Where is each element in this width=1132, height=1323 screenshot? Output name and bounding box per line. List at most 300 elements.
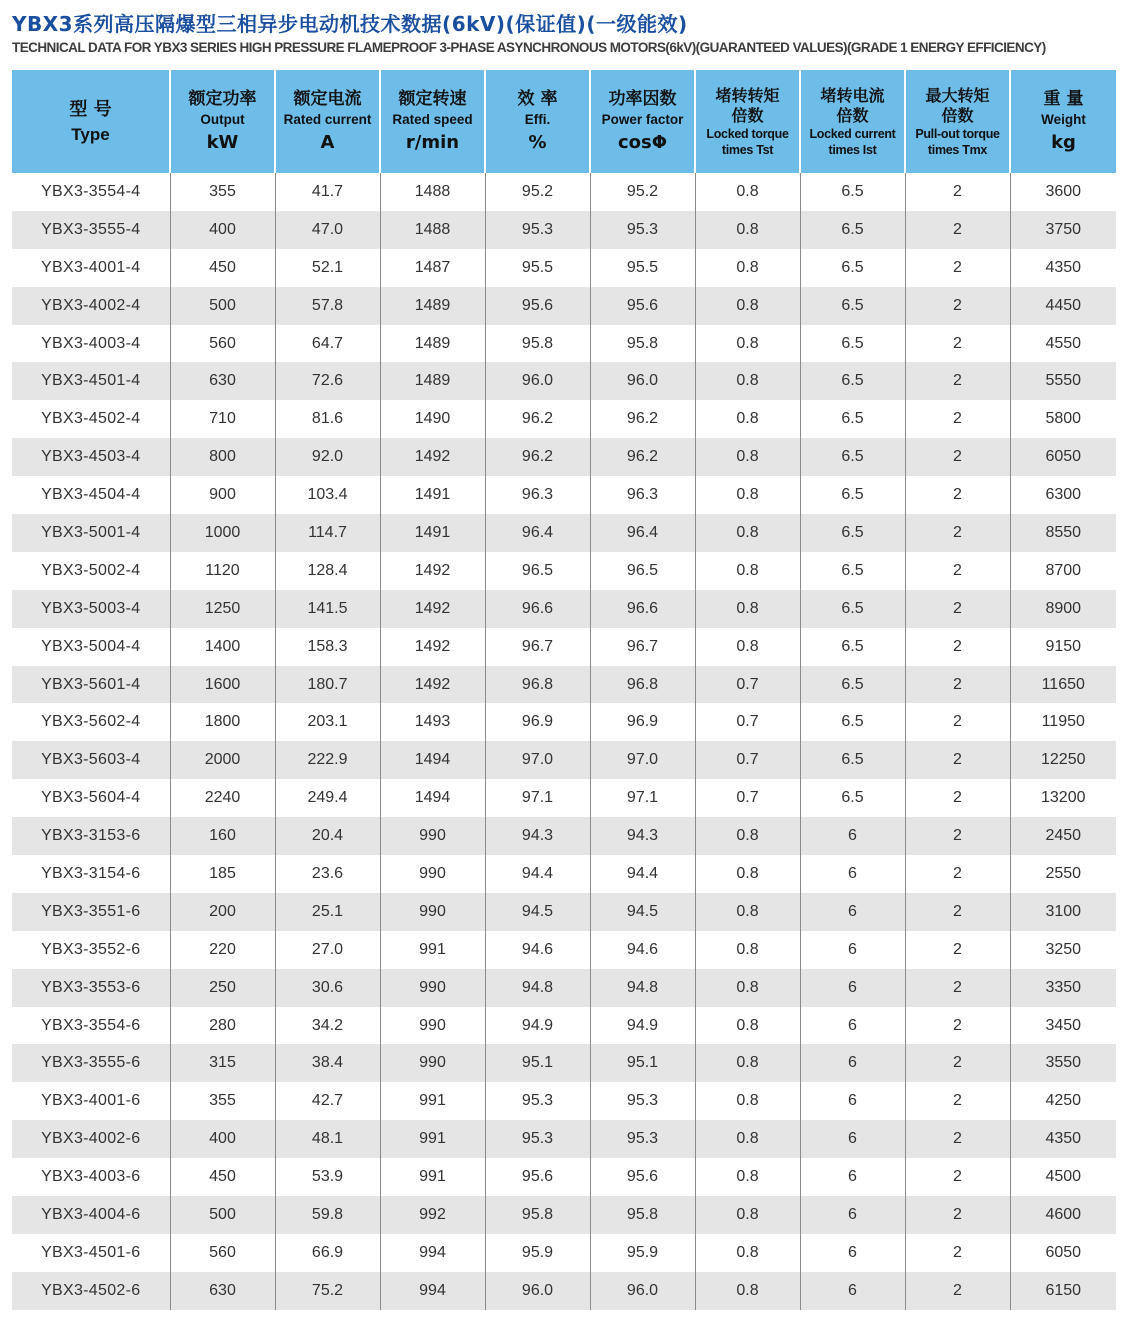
header-ist-cn1: 堵转电流 (820, 85, 885, 105)
column-header-locked-current (800, 70, 905, 173)
cell-model: YBX3-4502-6 (12, 1272, 170, 1310)
header-weight-unit: kg (1051, 131, 1076, 153)
cell-power-factor: 94.9 (590, 1007, 695, 1045)
cell-speed-rpm: 990 (380, 893, 485, 931)
cell-weight-kg: 4350 (1010, 1120, 1116, 1158)
cell-output-kw: 710 (170, 400, 275, 438)
page-subtitle: TECHNICAL DATA FOR YBX3 SERIES HIGH PRESSURE FLAMEPROOF 3-PHASE ASYNCHRONOUS MOTORS(6kV)(GUARANTEED VALUES)(GRADE 1 ENERGY EFFICIENCY) (12, 40, 1046, 55)
header-ist-cn2: 倍数 (836, 105, 869, 125)
header-weight-en: Weight (1041, 111, 1086, 127)
cell-output-kw: 500 (170, 287, 275, 325)
cell-output-kw: 900 (170, 476, 275, 514)
page-title: YBX3系列高压隔爆型三相异步电动机技术数据(6kV)(保证值)(一级能效) (12, 12, 688, 36)
cell-locked-torque: 0.8 (695, 628, 800, 666)
cell-efficiency: 95.3 (485, 1082, 590, 1120)
column-header-output (170, 70, 275, 173)
table-row (12, 855, 1116, 893)
header-ist-en1: Locked current (809, 126, 896, 141)
cell-locked-torque: 0.8 (695, 1044, 800, 1082)
cell-power-factor: 95.6 (590, 1158, 695, 1196)
column-header-efficiency (485, 70, 590, 173)
cell-model: YBX3-4002-4 (12, 287, 170, 325)
table-row (12, 817, 1116, 855)
table-row (12, 287, 1116, 325)
cell-weight-kg: 3750 (1010, 211, 1116, 249)
cell-speed-rpm: 994 (380, 1234, 485, 1272)
cell-pullout-torque: 2 (905, 400, 1010, 438)
cell-power-factor: 96.5 (590, 552, 695, 590)
cell-power-factor: 95.9 (590, 1234, 695, 1272)
cell-power-factor: 95.5 (590, 249, 695, 287)
cell-weight-kg: 2450 (1010, 817, 1116, 855)
cell-speed-rpm: 992 (380, 1196, 485, 1234)
cell-current-a: 30.6 (275, 969, 380, 1007)
cell-pullout-torque: 2 (905, 325, 1010, 363)
header-tst-en1: Locked torque (706, 126, 789, 141)
cell-weight-kg: 3250 (1045, 940, 1082, 958)
cell-pullout-torque: 2 (905, 1158, 1010, 1196)
cell-locked-current: 6.5 (800, 590, 905, 628)
cell-weight-kg: 8700 (1045, 561, 1082, 579)
cell-locked-current: 6.5 (800, 628, 905, 666)
cell-speed-rpm: 991 (380, 1082, 485, 1120)
table-row (12, 400, 1116, 438)
cell-locked-torque: 0.8 (695, 590, 800, 628)
header-tmx-en1: Pull-out torque (915, 126, 1000, 141)
cell-speed-rpm: 990 (380, 969, 485, 1007)
cell-output-kw: 2240 (170, 779, 275, 817)
cell-efficiency: 95.5 (485, 249, 590, 287)
cell-pullout-torque: 2 (905, 514, 1010, 552)
cell-weight-kg: 6150 (1010, 1272, 1116, 1310)
cell-speed-rpm: 1488 (380, 211, 485, 249)
table-body (12, 173, 1116, 1310)
cell-output-kw: 560 (170, 1234, 275, 1272)
column-header-weight (1010, 70, 1116, 173)
cell-efficiency: 95.6 (485, 287, 590, 325)
cell-model: YBX3-4502-4 (12, 400, 170, 438)
cell-speed-rpm: 1487 (380, 249, 485, 287)
cell-weight-kg: 4600 (1010, 1196, 1116, 1234)
header-effi-en: Effi. (524, 111, 551, 127)
cell-locked-current: 6 (800, 855, 905, 893)
cell-locked-torque: 0.8 (695, 893, 800, 931)
cell-weight-kg: 6050 (1010, 438, 1116, 476)
cell-efficiency: 96.8 (485, 666, 590, 704)
cell-locked-current: 6.5 (800, 779, 905, 817)
cell-locked-torque: 0.8 (695, 1082, 800, 1120)
header-effi-cn: 效 率 (517, 88, 558, 109)
cell-output-kw: 1400 (170, 628, 275, 666)
table-row (12, 628, 1116, 666)
cell-locked-current: 6 (800, 1272, 905, 1310)
cell-pullout-torque: 2 (905, 741, 1010, 779)
cell-pullout-torque: 2 (905, 969, 1010, 1007)
table-row (12, 1120, 1116, 1158)
cell-locked-current: 6.5 (800, 325, 905, 363)
header-speed-cn: 额定转速 (398, 88, 467, 109)
cell-speed-rpm: 990 (380, 1044, 485, 1082)
cell-locked-current: 6.5 (800, 552, 905, 590)
cell-efficiency: 96.0 (485, 362, 590, 400)
cell-pullout-torque: 2 (905, 628, 1010, 666)
cell-output-kw: 185 (170, 855, 275, 893)
cell-output-kw: 400 (170, 211, 275, 249)
cell-model: YBX3-5602-4 (12, 703, 170, 741)
cell-weight-kg: 8550 (1010, 514, 1116, 552)
cell-weight-kg: 3350 (1010, 969, 1116, 1007)
cell-pullout-torque: 2 (905, 476, 1010, 514)
cell-weight-kg: 4500 (1045, 1168, 1082, 1186)
cell-output-kw: 200 (170, 893, 275, 931)
header-speed-en: Rated speed (392, 111, 473, 127)
cell-speed-rpm: 1491 (380, 514, 485, 552)
cell-model: YBX3-4004-6 (12, 1196, 170, 1234)
cell-locked-torque: 0.7 (695, 666, 800, 704)
cell-model: YBX3-4003-4 (12, 325, 170, 363)
cell-locked-current: 6.5 (800, 362, 905, 400)
table-row (12, 1158, 1116, 1196)
cell-pullout-torque: 2 (905, 931, 1010, 969)
cell-weight-kg: 4350 (1045, 258, 1082, 276)
cell-current-a: 42.7 (275, 1082, 380, 1120)
cell-locked-torque: 0.8 (695, 476, 800, 514)
column-header-speed (380, 70, 485, 173)
header-output-en: Output (200, 111, 245, 127)
cell-locked-current: 6 (800, 1007, 905, 1045)
cell-output-kw: 2000 (170, 741, 275, 779)
cell-speed-rpm: 1492 (380, 590, 485, 628)
cell-model: YBX3-3554-4 (12, 173, 170, 211)
cell-speed-rpm: 990 (380, 1007, 485, 1045)
cell-locked-torque: 0.8 (695, 325, 800, 363)
cell-locked-current: 6.5 (800, 666, 905, 704)
cell-current-a: 103.4 (275, 476, 380, 514)
cell-locked-torque: 0.8 (695, 514, 800, 552)
cell-power-factor: 96.0 (590, 1272, 695, 1310)
cell-efficiency: 94.5 (485, 893, 590, 931)
table-row (12, 666, 1116, 704)
cell-pullout-torque: 2 (905, 552, 1010, 590)
table-header-row (12, 70, 1116, 173)
cell-current-a: 249.4 (275, 779, 380, 817)
cell-pullout-torque: 2 (905, 590, 1010, 628)
cell-locked-current: 6.5 (800, 514, 905, 552)
cell-efficiency: 95.8 (485, 325, 590, 363)
cell-output-kw: 1250 (170, 590, 275, 628)
cell-speed-rpm: 1494 (380, 741, 485, 779)
cell-efficiency: 97.0 (485, 741, 590, 779)
cell-model: YBX3-4002-6 (12, 1120, 170, 1158)
cell-weight-kg: 3550 (1010, 1044, 1116, 1082)
cell-efficiency: 94.6 (485, 931, 590, 969)
cell-weight-kg: 4550 (1045, 334, 1082, 352)
cell-output-kw: 450 (170, 1158, 275, 1196)
cell-model: YBX3-3551-6 (12, 893, 170, 931)
cell-speed-rpm: 1492 (380, 552, 485, 590)
cell-power-factor: 96.7 (590, 628, 695, 666)
header-pf-cn: 功率因数 (608, 88, 677, 109)
cell-output-kw: 630 (170, 1272, 275, 1310)
cell-locked-torque: 0.8 (695, 400, 800, 438)
cell-model: YBX3-4503-4 (12, 438, 170, 476)
cell-pullout-torque: 2 (905, 362, 1010, 400)
cell-pullout-torque: 2 (905, 287, 1010, 325)
cell-current-a: 141.5 (275, 590, 380, 628)
cell-efficiency: 97.1 (485, 779, 590, 817)
header-type-cn: 型 号 (69, 98, 112, 120)
cell-efficiency: 96.5 (485, 552, 590, 590)
cell-weight-kg: 4450 (1010, 287, 1116, 325)
cell-output-kw: 560 (170, 325, 275, 363)
cell-model: YBX3-5603-4 (12, 741, 170, 779)
cell-output-kw: 220 (170, 931, 275, 969)
cell-model: YBX3-5002-4 (12, 552, 170, 590)
cell-current-a: 34.2 (275, 1007, 380, 1045)
cell-locked-torque: 0.8 (695, 552, 800, 590)
cell-speed-rpm: 991 (380, 931, 485, 969)
header-tmx-en2: times Tmx (927, 142, 988, 157)
cell-pullout-torque: 2 (905, 1120, 1010, 1158)
cell-pullout-torque: 2 (905, 893, 1010, 931)
cell-locked-torque: 0.8 (695, 969, 800, 1007)
cell-pullout-torque: 2 (905, 211, 1010, 249)
cell-locked-torque: 0.8 (695, 287, 800, 325)
cell-pullout-torque: 2 (905, 703, 1010, 741)
cell-locked-torque: 0.8 (695, 362, 800, 400)
cell-weight-kg: 5800 (1045, 410, 1082, 428)
table-row (12, 1044, 1116, 1082)
header-pf-en: Power factor (601, 111, 684, 127)
cell-speed-rpm: 990 (380, 855, 485, 893)
cell-speed-rpm: 1493 (380, 703, 485, 741)
cell-efficiency: 96.2 (485, 438, 590, 476)
cell-weight-kg: 9150 (1045, 637, 1082, 655)
cell-speed-rpm: 1488 (380, 173, 485, 211)
cell-power-factor: 95.8 (590, 1196, 695, 1234)
cell-efficiency: 94.9 (485, 1007, 590, 1045)
cell-weight-kg: 3450 (1045, 1016, 1082, 1034)
cell-locked-torque: 0.8 (695, 1272, 800, 1310)
cell-speed-rpm: 1489 (380, 362, 485, 400)
cell-locked-current: 6.5 (800, 173, 905, 211)
cell-output-kw: 800 (170, 438, 275, 476)
cell-efficiency: 96.0 (485, 1272, 590, 1310)
cell-power-factor: 95.3 (590, 211, 695, 249)
cell-output-kw: 250 (170, 969, 275, 1007)
cell-current-a: 38.4 (275, 1044, 380, 1082)
cell-pullout-torque: 2 (905, 438, 1010, 476)
cell-output-kw: 450 (170, 249, 275, 287)
header-current-en: Rated current (283, 111, 372, 127)
cell-model: YBX3-4504-4 (12, 476, 170, 514)
table-row (12, 362, 1116, 400)
cell-power-factor: 95.2 (590, 173, 695, 211)
cell-current-a: 203.1 (275, 703, 380, 741)
cell-power-factor: 94.3 (590, 817, 695, 855)
cell-power-factor: 96.9 (590, 703, 695, 741)
cell-power-factor: 95.3 (590, 1120, 695, 1158)
cell-output-kw: 160 (170, 817, 275, 855)
cell-efficiency: 96.4 (485, 514, 590, 552)
header-output-cn: 额定功率 (188, 88, 257, 109)
cell-locked-torque: 0.7 (695, 741, 800, 779)
cell-weight-kg: 11950 (1041, 713, 1085, 731)
cell-locked-current: 6 (800, 1044, 905, 1082)
cell-power-factor: 95.6 (590, 287, 695, 325)
cell-current-a: 23.6 (275, 855, 380, 893)
table-row (12, 514, 1116, 552)
cell-power-factor: 94.4 (590, 855, 695, 893)
cell-speed-rpm: 1489 (380, 287, 485, 325)
cell-weight-kg: 8900 (1010, 590, 1116, 628)
cell-model: YBX3-4501-4 (12, 362, 170, 400)
cell-current-a: 27.0 (275, 931, 380, 969)
cell-current-a: 114.7 (275, 514, 380, 552)
cell-efficiency: 96.9 (485, 703, 590, 741)
cell-efficiency: 96.6 (485, 590, 590, 628)
cell-weight-kg: 12250 (1010, 741, 1116, 779)
cell-locked-current: 6.5 (800, 741, 905, 779)
cell-speed-rpm: 994 (380, 1272, 485, 1310)
cell-locked-current: 6 (800, 1234, 905, 1272)
cell-speed-rpm: 991 (380, 1120, 485, 1158)
cell-power-factor: 96.4 (590, 514, 695, 552)
cell-output-kw: 355 (170, 173, 275, 211)
cell-locked-torque: 0.8 (695, 438, 800, 476)
cell-speed-rpm: 991 (380, 1158, 485, 1196)
cell-current-a: 128.4 (275, 552, 380, 590)
cell-efficiency: 95.3 (485, 1120, 590, 1158)
cell-locked-current: 6.5 (800, 438, 905, 476)
cell-output-kw: 1120 (170, 552, 275, 590)
cell-locked-current: 6.5 (800, 703, 905, 741)
cell-locked-torque: 0.7 (695, 703, 800, 741)
cell-locked-torque: 0.8 (695, 1007, 800, 1045)
cell-model: YBX3-4501-6 (12, 1234, 170, 1272)
cell-speed-rpm: 1494 (380, 779, 485, 817)
cell-model: YBX3-4003-6 (12, 1158, 170, 1196)
cell-model: YBX3-3552-6 (12, 931, 170, 969)
cell-pullout-torque: 2 (905, 666, 1010, 704)
cell-weight-kg: 11650 (1010, 666, 1116, 704)
table-row (12, 741, 1116, 779)
cell-model: YBX3-5604-4 (12, 779, 170, 817)
cell-pullout-torque: 2 (905, 1196, 1010, 1234)
table-row (12, 249, 1116, 287)
cell-pullout-torque: 2 (905, 1234, 1010, 1272)
table-row (12, 173, 1116, 211)
cell-output-kw: 355 (170, 1082, 275, 1120)
table-row (12, 211, 1116, 249)
cell-power-factor: 94.8 (590, 969, 695, 1007)
cell-current-a: 222.9 (275, 741, 380, 779)
table-row (12, 931, 1116, 969)
header-tst-en2: times Tst (721, 142, 774, 157)
cell-locked-torque: 0.8 (695, 1234, 800, 1272)
cell-weight-kg: 13200 (1041, 789, 1086, 807)
table-row (12, 590, 1116, 628)
cell-weight-kg: 6300 (1045, 486, 1082, 504)
cell-current-a: 81.6 (275, 400, 380, 438)
cell-weight-kg: 3100 (1010, 893, 1116, 931)
cell-efficiency: 94.4 (485, 855, 590, 893)
header-tst-cn1: 堵转转矩 (715, 85, 780, 105)
table-row (12, 1082, 1116, 1120)
cell-locked-current: 6 (800, 893, 905, 931)
table-row (12, 438, 1116, 476)
header-tmx-cn2: 倍数 (941, 105, 974, 125)
cell-model: YBX3-3154-6 (12, 855, 170, 893)
cell-efficiency: 94.3 (485, 817, 590, 855)
cell-efficiency: 96.7 (485, 628, 590, 666)
cell-output-kw: 630 (170, 362, 275, 400)
cell-power-factor: 95.8 (590, 325, 695, 363)
cell-efficiency: 95.9 (485, 1234, 590, 1272)
cell-model: YBX3-5004-4 (12, 628, 170, 666)
cell-efficiency: 94.8 (485, 969, 590, 1007)
cell-locked-torque: 0.8 (695, 211, 800, 249)
cell-output-kw: 1600 (170, 666, 275, 704)
header-tst-cn2: 倍数 (731, 105, 764, 125)
cell-output-kw: 280 (170, 1007, 275, 1045)
header-speed-unit: r/min (405, 131, 460, 153)
cell-speed-rpm: 990 (380, 817, 485, 855)
cell-locked-torque: 0.8 (695, 1120, 800, 1158)
cell-current-a: 52.1 (275, 249, 380, 287)
technical-data-table (12, 70, 1116, 1310)
table-row (12, 703, 1116, 741)
cell-efficiency: 96.3 (485, 476, 590, 514)
cell-efficiency: 95.1 (485, 1044, 590, 1082)
table-row (12, 1196, 1116, 1234)
cell-locked-current: 6.5 (800, 400, 905, 438)
header-weight-cn: 重 量 (1043, 88, 1084, 109)
cell-speed-rpm: 1489 (380, 325, 485, 363)
cell-pullout-torque: 2 (905, 779, 1010, 817)
cell-power-factor: 96.3 (590, 476, 695, 514)
cell-model: YBX3-5003-4 (12, 590, 170, 628)
cell-pullout-torque: 2 (905, 173, 1010, 211)
cell-locked-torque: 0.8 (695, 1196, 800, 1234)
cell-model: YBX3-4001-6 (12, 1082, 170, 1120)
cell-locked-current: 6 (800, 1196, 905, 1234)
cell-model: YBX3-3555-4 (12, 211, 170, 249)
cell-locked-torque: 0.7 (695, 779, 800, 817)
table-row (12, 1272, 1116, 1310)
cell-efficiency: 95.8 (485, 1196, 590, 1234)
header-ist-en2: times Ist (828, 142, 877, 157)
cell-locked-current: 6 (800, 969, 905, 1007)
cell-power-factor: 95.1 (590, 1044, 695, 1082)
cell-current-a: 64.7 (275, 325, 380, 363)
table-row (12, 893, 1116, 931)
cell-output-kw: 315 (170, 1044, 275, 1082)
table-row (12, 969, 1116, 1007)
header-effi-unit: % (528, 131, 547, 153)
cell-speed-rpm: 1492 (380, 666, 485, 704)
cell-power-factor: 97.1 (590, 779, 695, 817)
column-header-type (12, 70, 170, 173)
cell-current-a: 20.4 (275, 817, 380, 855)
cell-locked-torque: 0.8 (695, 855, 800, 893)
cell-power-factor: 96.0 (590, 362, 695, 400)
cell-pullout-torque: 2 (905, 817, 1010, 855)
table-row (12, 552, 1116, 590)
cell-output-kw: 400 (170, 1120, 275, 1158)
column-header-power-factor (590, 70, 695, 173)
cell-locked-torque: 0.8 (695, 249, 800, 287)
